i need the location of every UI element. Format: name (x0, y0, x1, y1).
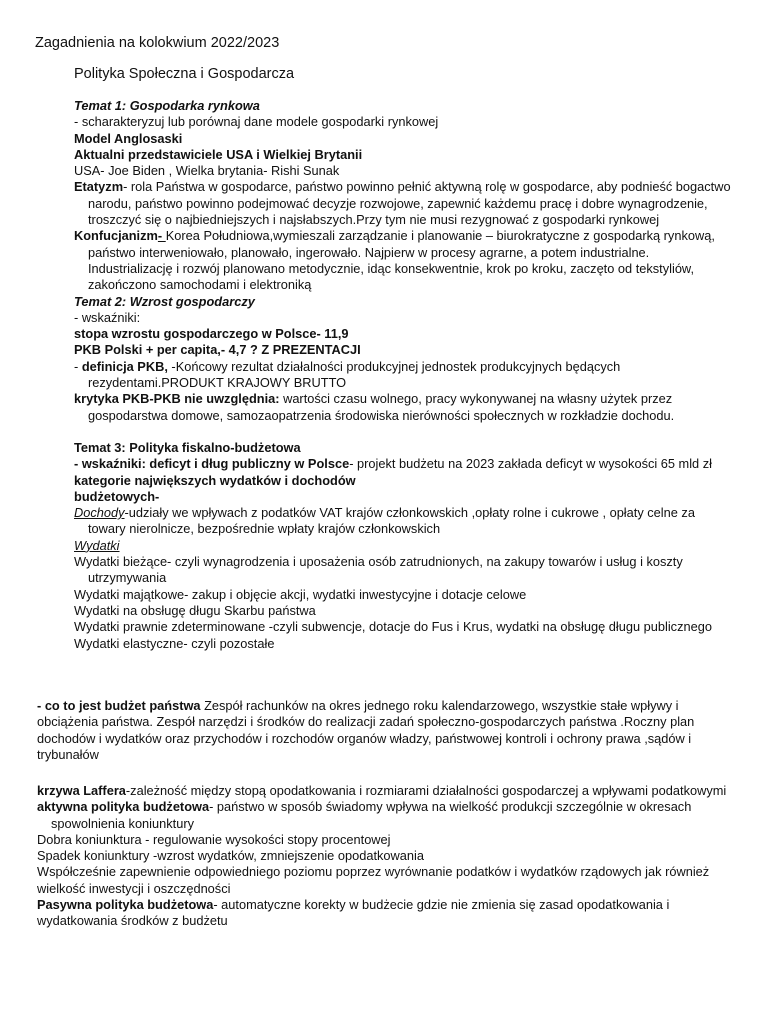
etatyzm-paragraph (74, 179, 734, 228)
pasywna-term: Pasywna polityka budżetowa (37, 897, 214, 913)
topic2-wskazniki: - wskaźniki: (74, 309, 141, 325)
aktywna-paragraph (37, 799, 737, 832)
topic1-heading: Temat 1: Gospodarka rynkowa (74, 98, 260, 113)
pkb-def-term: definicja PKB, (81, 358, 168, 374)
budget-paragraph (37, 698, 737, 763)
dobra-koniunktura: Dobra koniunktura - regulowanie wysokości stopy procentowej (37, 831, 391, 847)
laffer-text: -zależność między stopą opodatkowania i rozmiarami działalności gospodarczej a wpływami podatkowymi (125, 783, 727, 798)
wydatki-zdeterminowane: Wydatki prawnie zdeterminowane -czyli subwencje, dotacje do Fus i Krus, wydatki na obsługę długu publicznego (74, 619, 712, 635)
topic1-reps: USA- Joe Biden , Wielka brytania- Rishi Sunak (74, 163, 340, 179)
pkb-critique-term: krytyka PKB-PKB nie uwzględnia: (74, 391, 280, 407)
topic1-task: - scharakteryzuj lub porównaj dane modele gospodarki rynkowej (74, 114, 439, 130)
pkb-definition (74, 359, 734, 392)
topics-block (74, 98, 734, 652)
pkb-critique-text: wartości czasu wolnego, pracy wykonywanej na własny użytek przez gospodarstwa domowe, samozaopatrzenia środowiska nierówności społecznych w rozkładzie dochodu. (88, 391, 675, 423)
aktywna-text: - państwo w sposób świadomy wpływa na wielkość produkcji szczególnie w okresach spowolnienia koniunktury (51, 799, 692, 831)
topic3-wskazniki (74, 456, 734, 472)
laffer-term: krzywa Laffera (37, 783, 126, 798)
topic3-kategorie: kategorie największych wydatków i dochodów (74, 472, 356, 488)
document-subtitle: Polityka Społeczna i Gospodarcza (74, 66, 295, 82)
pkb-def-prefix: - (74, 358, 82, 374)
topic2-heading: Temat 2: Wzrost gospodarczy (74, 293, 255, 309)
topic1-model: Model Anglosaski (74, 130, 183, 146)
concepts-block (37, 783, 737, 930)
topic3-budzetowych: budżetowych- (74, 488, 160, 504)
konfucjanizm-dash: - (157, 228, 166, 244)
wydatki-elastyczne: Wydatki elastyczne- czyli pozostałe (74, 635, 275, 651)
wydatki-dlug: Wydatki na obsługę długu Skarbu państwa (74, 602, 316, 618)
pkb-def-text: -Końcowy rezultat działalności produkcyjnej jednostek produkcyjnych będących rezydentami.PRODUKT KRAJOWY BRUTTO (88, 358, 621, 391)
wydatki-majatkowe: Wydatki majątkowe- zakup i objęcie akcji, wydatki inwestycyjne i dotacje celowe (74, 586, 527, 602)
aktywna-term: aktywna polityka budżetowa (37, 799, 210, 815)
budget-block (37, 698, 737, 763)
wydatki-biezace: Wydatki bieżące- czyli wynagrodzenia i uposażenia osób zatrudnionych, na zakupy towarów i usług i koszty utrzymywania (74, 554, 683, 586)
dochody-term: Dochody (74, 505, 125, 521)
topic3-heading: Temat 3: Polityka fiskalno-budżetowa (74, 439, 301, 455)
konfucjanizm-term: Konfucjanizm (74, 228, 158, 244)
topic3-wskazniki-term: - wskaźniki: deficyt i dług publiczny w Polsce (74, 456, 350, 472)
etatyzm-term: Etatyzm (74, 179, 124, 195)
wspolczesnie-paragraph: Współcześnie zapewnienie odpowiedniego poziomu poprzez wyrównanie podatków i wydatków rządowych jak również wielkość inwestycji i oszczędności (37, 864, 710, 896)
pasywna-paragraph (37, 897, 737, 930)
pasywna-text: - automatyczne korekty w budżecie gdzie nie zmienia się zasad opodatkowania i wydatkowania środków z budżetu (37, 897, 670, 929)
topic2-stopa: stopa wzrostu gospodarczego w Polsce- 11,9 (74, 326, 349, 342)
spacer (74, 424, 734, 440)
dochody-text: -udziały we wpływach z podatków VAT krajów członkowskich ,opłaty rolne i cukrowe , opłaty celne za towary nierolnicze, bezpośrednie wpłaty krajów członkowskich (88, 505, 695, 537)
konfucjanizm-paragraph (74, 228, 734, 293)
pkb-critique (74, 391, 734, 424)
etatyzm-text: - rola Państwa w gospodarce, państwo powinno pełnić aktywną rolę w gospodarce, aby podnieść bogactwo narodu, państwo powinno podejmować decyzje rozwojowe, zapewnić każdemu pracę i dobre wynagrodzenie, troszczyć się o najbiedniejszych i najsłabszych.Przy tym nie musi rezygnować z gospodarki rynkowej (88, 179, 731, 228)
document-title: Zagadnienia na kolokwium 2022/2023 (35, 35, 280, 51)
topic2-pkb: PKB Polski + per capita,- 4,7 ? Z PREZENTACJI (74, 342, 361, 358)
budget-term: - co to jest budżet państwa (37, 698, 201, 713)
topic1-reps-label: Aktualni przedstawiciele USA i Wielkiej Brytanii (74, 146, 363, 162)
laffer-paragraph (37, 783, 737, 799)
wydatki-heading: Wydatki (74, 537, 120, 553)
topic3-wskazniki-text: - projekt budżetu na 2023 zakłada deficyt w wysokości 65 mld zł (349, 456, 712, 472)
konfucjanizm-text: Korea Południowa,wymieszali zarządzanie i planowanie – biurokratyczne z gospodarką rynkową, państwo interweniowało, planowało, ingerowało. Najpierw w procesy agrarne, a potem industrialne. Industrializację i rozwój planowano metodycznie, idąc konsekwentnie, krok po kroku, zaczęto od tekstyliów, zakończono samochodami i elektroniką (88, 228, 715, 293)
spadek-koniunktury: Spadek koniunktury -wzrost wydatków, zmniejszenie opodatkowania (37, 848, 424, 864)
budget-text: Zespół rachunków na okres jednego roku kalendarzowego, wszystkie stałe wpływy i obciążenia państwa. Zespół narzędzi i środków do realizacji zadań społeczno-gospodarczych państwa .Roczny plan dochodów i wydatków oraz przychodów i rozchodów organów władzy, państwowej kontroli i ochrony prawa ,sądów i trybunałów (37, 698, 695, 762)
dochody-paragraph (74, 505, 734, 538)
